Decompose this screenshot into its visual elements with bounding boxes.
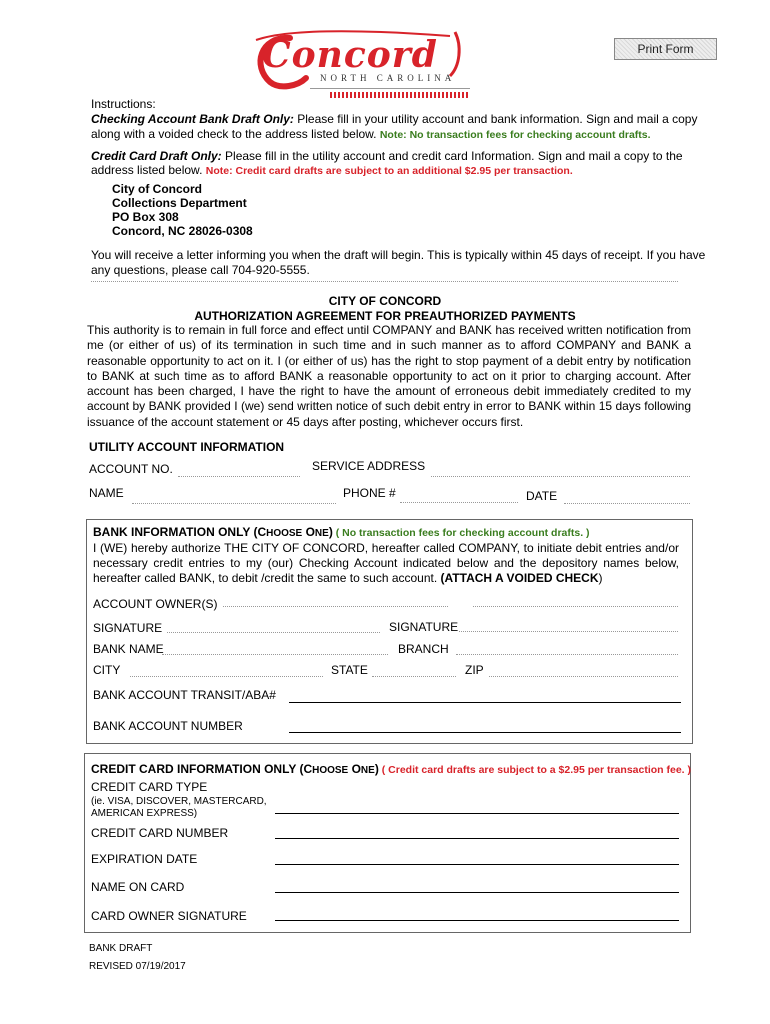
credit-instructions-line-1	[91, 149, 683, 163]
letter-notice-line-1: You will receive a letter informing you when the draft will begin. This is typically within 45 days of receipt. If you have	[91, 248, 706, 262]
name-input[interactable]	[132, 503, 336, 504]
card-number-label: CREDIT CARD NUMBER	[91, 826, 229, 840]
city-label: CITY	[93, 663, 121, 677]
address-line-4: Concord, NC 28026-0308	[112, 224, 253, 238]
signature-1-label: SIGNATURE	[93, 621, 163, 635]
credit-instructions-line-2	[91, 163, 573, 177]
name-on-card-label: NAME ON CARD	[91, 880, 185, 894]
signature-2-label: SIGNATURE	[389, 620, 459, 634]
checking-note: Note: No transaction fees for checking account drafts.	[379, 129, 651, 141]
transit-label: BANK ACCOUNT TRANSIT/ABA#	[93, 688, 276, 702]
section-divider	[91, 281, 678, 282]
credit-heading-note: ( Credit card drafts are subject to a $2.95 per transaction fee. )	[378, 764, 691, 776]
transit-input[interactable]	[289, 702, 681, 703]
card-owner-signature-input[interactable]	[275, 920, 679, 921]
card-type-hint-2: AMERICAN EXPRESS)	[91, 808, 198, 819]
checking-instructions-line-1	[91, 112, 697, 126]
signature-2-input[interactable]	[459, 631, 678, 632]
address-line-1: City of Concord	[112, 182, 202, 196]
checking-text-2: along with a voided check to the address listed below.	[91, 127, 380, 141]
card-type-label: CREDIT CARD TYPE	[91, 780, 208, 794]
footer-line-1: BANK DRAFT	[89, 943, 153, 954]
account-owner-1-input[interactable]	[223, 606, 448, 607]
card-type-input[interactable]	[275, 813, 679, 814]
date-label: DATE	[526, 489, 558, 503]
bank-authorization: I (WE) hereby authorize THE CITY OF CONCORD, hereafter called COMPANY, to initiate debit entries and/or necessary credit entries to my (our) Checking Account indicated below and the depository names below, hereafter called BANK, to debit /credit the same to such account. (ATTACH A VOIDED CHECK)	[93, 541, 679, 585]
state-input[interactable]	[372, 676, 456, 677]
footer-line-2: REVISED 07/19/2017	[89, 961, 186, 972]
instructions-heading: Instructions:	[91, 97, 156, 111]
checking-label: Checking Account Bank Draft Only:	[91, 112, 294, 126]
credit-note: Note: Credit card drafts are subject to an additional $2.95 per transaction.	[205, 165, 573, 177]
city-input[interactable]	[130, 676, 323, 677]
service-address-label: SERVICE ADDRESS	[312, 459, 426, 473]
utility-heading: UTILITY ACCOUNT INFORMATION	[89, 440, 285, 454]
phone-input[interactable]	[400, 502, 518, 503]
checking-text-1: Please fill in your utility account and bank information. Sign and mail a copy	[293, 112, 698, 126]
zip-label: ZIP	[465, 663, 484, 677]
credit-text-2: address listed below.	[91, 163, 206, 177]
credit-text-1: Please fill in the utility account and credit card Information. Sign and mail a copy to the	[221, 149, 683, 163]
zip-input[interactable]	[489, 676, 678, 677]
credit-label: Credit Card Draft Only:	[91, 149, 222, 163]
logo-name: Concord	[262, 34, 438, 76]
account-owners-label: ACCOUNT OWNER(S)	[93, 597, 218, 611]
branch-label: BRANCH	[398, 642, 449, 656]
bank-heading: BANK INFORMATION ONLY (CHOOSE ONE) ( No transaction fees for checking account drafts. )	[93, 525, 590, 539]
bank-name-label: BANK NAME	[93, 642, 164, 656]
name-label: NAME	[89, 486, 124, 500]
concord-logo	[250, 26, 490, 106]
bank-note: ( No transaction fees for checking account drafts. )	[332, 527, 590, 539]
address-line-2: Collections Department	[112, 196, 247, 210]
account-number-label: BANK ACCOUNT NUMBER	[93, 719, 243, 733]
card-type-hint-1: (ie. VISA, DISCOVER, MASTERCARD,	[91, 796, 267, 807]
agreement-title-2: AUTHORIZATION AGREEMENT FOR PREAUTHORIZED PAYMENTS	[194, 309, 576, 323]
bank-name-input[interactable]	[162, 654, 388, 655]
signature-1-input[interactable]	[167, 632, 380, 633]
address-line-3: PO Box 308	[112, 210, 179, 224]
agreement-title-1: CITY OF CONCORD	[328, 294, 442, 308]
phone-label: PHONE #	[343, 486, 396, 500]
account-number-input[interactable]	[289, 732, 681, 733]
branch-input[interactable]	[456, 654, 678, 655]
account-no-input[interactable]	[178, 476, 300, 477]
state-label: STATE	[331, 663, 368, 677]
name-on-card-input[interactable]	[275, 892, 679, 893]
card-number-input[interactable]	[275, 838, 679, 839]
expiration-input[interactable]	[275, 864, 679, 865]
print-form-button[interactable]: Print Form	[614, 38, 717, 60]
logo-sub: NORTH CAROLINA	[320, 73, 456, 83]
account-no-label: ACCOUNT NO.	[89, 462, 173, 476]
account-owner-2-input[interactable]	[473, 606, 678, 607]
card-owner-signature-label: CARD OWNER SIGNATURE	[91, 909, 247, 923]
checking-instructions-line-2	[91, 127, 651, 141]
expiration-label: EXPIRATION DATE	[91, 852, 198, 866]
service-address-input[interactable]	[431, 476, 690, 477]
credit-heading: CREDIT CARD INFORMATION ONLY (CHOOSE ONE) ( Credit card drafts are subject to a $2.95 per transaction fee. )	[91, 762, 691, 776]
letter-notice-line-2: any questions, please call 704-920-5555.	[91, 263, 310, 277]
agreement-body: This authority is to remain in full force and effect until COMPANY and BANK has received written notification from me (or either of us) of its termination in such time and in such manner as to afford COMPANY and BANK a reasonable opportunity to act on it. I (or either of us) has the right to stop payment of a debit entry by notification to BANK at such time as to afford BANK a reasonable opportunity to act on it prior to charging account. After account has been charged, I have the right to have the amount of erroneous debit immediately credited to my account by BANK provided I (we) send written notice of such debit entry in error to BANK within 15 days following issuance of the account statement or 45 days after posting, whichever occurs first.	[87, 323, 691, 429]
date-input[interactable]	[564, 503, 690, 504]
